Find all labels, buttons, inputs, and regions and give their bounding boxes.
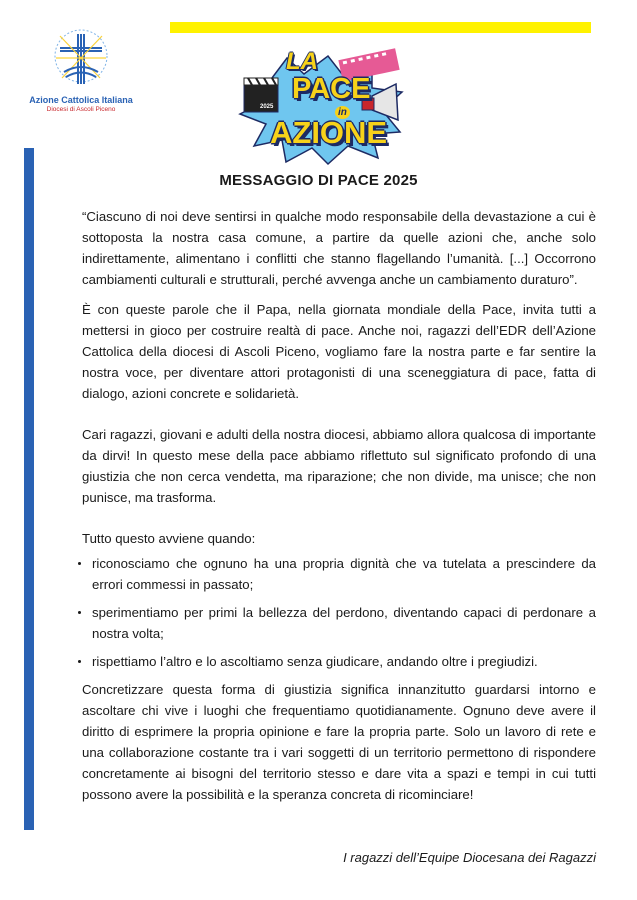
paragraph-intro: È con queste parole che il Papa, nella giornata mondiale della Pace, invita tutti a mettersi in gioco per costruire realtà di pace. Anche noi, ragazzi dell’EDR dell’Azione Cattolica della diocesi di Ascoli Piceno, vogliamo fare la nostra parte e far sentire la nostra voce, per diventare attori protagonisti di una sceneggiatura di pace, fatta di dialogo, azioni concrete e solidarietà. bbox=[82, 302, 596, 401]
logo-text-in: in bbox=[335, 106, 350, 119]
pace-in-azione-logo bbox=[232, 48, 410, 166]
left-blue-bar bbox=[24, 148, 34, 830]
header-yellow-bar bbox=[170, 22, 591, 33]
page-title: MESSAGGIO DI PACE 2025 bbox=[219, 172, 418, 189]
azione-cattolica-logo bbox=[26, 28, 136, 114]
logo-brand-name: Azione Cattolica Italiana bbox=[29, 95, 133, 105]
message-body bbox=[82, 206, 596, 814]
logo-text-azione: AZIONE bbox=[270, 115, 388, 150]
paragraph-conclusion: Concretizzare questa forma di giustizia significa innanzitutto guardarsi intorno e ascoltare chi vive i luoghi che frequentiamo quotidianamente. Ognuno deve avere il diritto di esprimere la propria opinione e fare la propria parte. Solo un lavoro di rete e una collaborazione costante tra i vari soggetti di un territorio permettono di rispondere concretamente ai bisogni del territorio stesso e dare vita a spazi e tempi in cui tutti possono avere la possibilità e la speranza concreta di ricominciare! bbox=[82, 682, 596, 802]
signature: I ragazzi dell’Equipe Diocesana dei Ragazzi bbox=[343, 850, 596, 865]
list-item: sperimentiamo per primi la bellezza del perdono, diventando capaci di perdonare a nostra volta; bbox=[82, 602, 596, 644]
cross-logo-icon bbox=[50, 28, 112, 92]
paragraph-address: Cari ragazzi, giovani e adulti della nostra diocesi, abbiamo allora qualcosa di importante da dirvi! In questo mese della pace abbiamo riflettuto sul significato profondo di una giustizia che non cerca vendetta, ma riparazione; che non divide, ma unisce; che non punisce, ma trasforma. bbox=[82, 427, 596, 505]
logo-subtitle: Diocesi di Ascoli Piceno bbox=[46, 106, 116, 113]
list-item: riconosciamo che ognuno ha una propria dignità che va tutelata a prescindere da errori commessi in passato; bbox=[82, 553, 596, 595]
list-intro: Tutto questo avviene quando: bbox=[82, 531, 256, 546]
logo-year: 2025 bbox=[260, 104, 274, 110]
list-item: rispettiamo l’altro e lo ascoltiamo senza giudicare, andando oltre i pregiudizi. bbox=[82, 651, 596, 672]
pope-quote: “Ciascuno di noi deve sentirsi in qualche modo responsabile della devastazione a cui è sottoposta la nostra casa comune, a partire da quelle azioni che, anche solo indirettamente, alimentano i conflitti che stanno flagellando l’umanità. [...] Occorrono cambiamenti culturali e strutturali, perché avvenga anche un cambiamento duraturo”. bbox=[82, 209, 596, 287]
logo-text-pace: PACE bbox=[292, 73, 371, 105]
bullet-list bbox=[82, 553, 596, 672]
logo-text-la: LA bbox=[286, 48, 318, 75]
